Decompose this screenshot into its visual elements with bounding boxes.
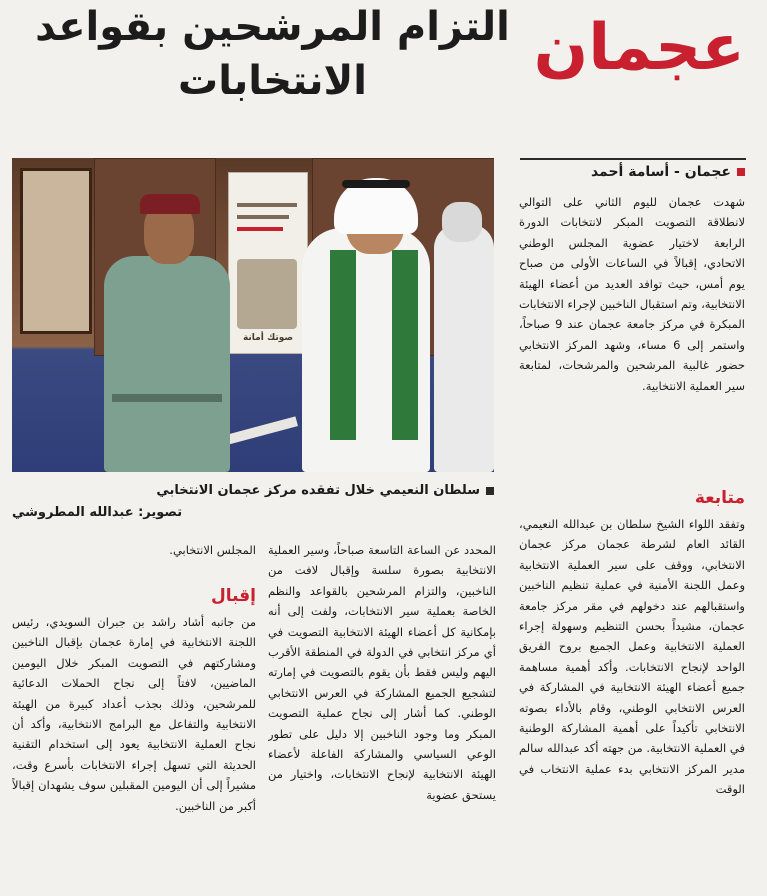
follow-paragraph: وتفقد اللواء الشيخ سلطان بن عبدالله النعيمي، القائد العام لشرطة عجمان مركز عجمان الانتخابي، ووقف على سير العملية الانتخابية وعمل اللجنة الأمنية في عملية تنظيم الناخبين واستقبالهم عند دخولهم في مقر مركز جامعة عجمان، مشيداً بحسن التنظيم وسهولة إجراء العملية الانتخابية وعمل الجميع بروح الفريق الواحد لإنجاح الانتخابات. وأكد أهمية مساهمة جميع أعضاء الهيئة الانتخابية في المشاركة في العرس الانتخابي الوطني، وقام بالأداء بصوته الانتخابي تأكيداً على أهمية المشاركة الوطنية في العملية الانتخابية. من جهته أكد عبدالله سالم مدير المركز الانتخابي بدء عملية الانتخاب في الوقت [519, 517, 745, 797]
photo-door [20, 168, 92, 334]
banner-image [237, 259, 297, 329]
photo-caption [12, 480, 494, 526]
article-intro [519, 192, 745, 482]
photo-banner [228, 172, 308, 354]
article-column-middle [268, 540, 496, 896]
byline-text: عجمان - أسامة أحمد [590, 164, 731, 180]
banner-line [237, 203, 297, 207]
intro-paragraph: شهدت عجمان لليوم الثاني على التوالي لانطلاقة التصويت المبكر لانتخابات الدورة الرابعة لاختيار عضوية المجلس الوطني الاتحادي، إقبالاً في الساعات الأولى من صباح يوم أمس، حيث توافد العديد من أعضاء الهيئة الانتخابية، وتم استقبال الناخبين لإجراء الانتخابات المبكرة في مركز جامعة عجمان عند 9 صباحاً، واستمر إلى 6 مساء، وشهد المركز الانتخابي حضور غالبية المرشحين والمرشحات، لمتابعة سير العملية الانتخابية. [519, 195, 745, 393]
byline [519, 160, 745, 184]
officer-figure [104, 256, 230, 472]
photo-credit: تصوير: عبدالله المطروشي [12, 505, 183, 520]
section-kicker: عجمان [533, 11, 745, 85]
left-paragraph: من جانبه أشاد راشد بن جبران السويدي، رئيس اللجنة الانتخابية في إمارة عجمان بإقبال الناخبين ومشاركتهم في التصويت المبكر خلال اليومين الماضيين، لافتاً إلى نجاح الحملات الدعائية للمرشحين، وذلك بجذب أعداد كبيرة من الهيئة الانتخابية والتفاعل مع البرامج الانتخابية، وأكد أن نجاح العملية الانتخابية يعود إلى استخدام التقنية الحديثة التي تسهل إجراء الانتخابات بأسرع وقت، مشيراً إلى أن اليومين المقبلين سوف يشهدان إقبالاً أكبر من الناخبين. [12, 615, 256, 813]
headline: التزام المرشحين بقواعد الانتخابات [35, 4, 510, 104]
article-column-right [519, 514, 745, 896]
caption-text: سلطان النعيمي خلال تفقده مركز عجمان الانتخابي [156, 483, 480, 498]
caption-line [12, 480, 494, 502]
byline-square-icon [737, 168, 745, 176]
floor-arrow [222, 416, 298, 445]
banner-line [237, 227, 283, 231]
man-ighal [342, 180, 410, 188]
caption-square-icon [486, 487, 494, 495]
banner-text: صوتك أمانة [242, 333, 294, 343]
subheading-iqbal: إقبال [210, 586, 256, 606]
background-man [434, 224, 494, 472]
officer-cap [140, 194, 200, 214]
subheading-follow: متابعة [694, 488, 745, 508]
article-column-left [12, 612, 256, 896]
left-top-paragraph: المجلس الانتخابي. [169, 543, 256, 557]
middle-paragraph: المحدد عن الساعة التاسعة صباحاً، وسير العملية الانتخابية بصورة سلسة وإقبال لافت من الناخبين، والتزام المرشحين بالقواعد والنظم الخاصة بعملية سير الانتخابات، ولفت إلى أنه بإمكانية كل أعضاء الهيئة الانتخابية التصويت في أي مركز انتخابي في الدولة في المنطقة الأقرب اليهم وليس فقط بأن يقوم بالتصويت في إمارته لتشجيع الجميع المشاركة في العرس الانتخابي الوطني. كما أشار إلى نجاح عملية التصويت المبكر وما وجود الناخبين إلا دليل على تطور الوعي السياسي والمشاركة الفاعلة لأعضاء الهيئة الانتخابية لإنجاح الانتخابات، واختيار من يستحق عضوية [268, 543, 496, 802]
officer-belt [112, 394, 222, 402]
scarf-right [392, 250, 418, 440]
article-column-left-top [12, 540, 256, 566]
article-photo [12, 158, 494, 472]
background-man-head [442, 202, 482, 242]
scarf-left [330, 250, 356, 440]
banner-line [237, 215, 289, 219]
